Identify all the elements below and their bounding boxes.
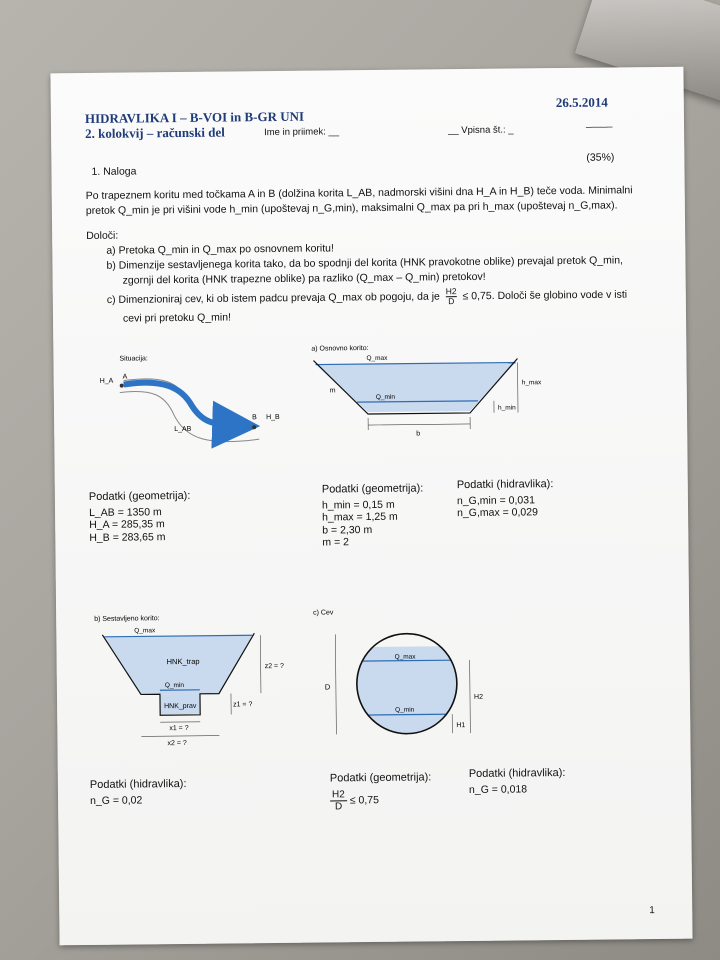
name-label: Ime in priimek: __ — [264, 126, 340, 139]
composite-z1: z1 = ? — [233, 701, 253, 709]
pipe-qmin: Q_min — [395, 706, 415, 714]
composite-hnk-prav: HNK_prav — [164, 702, 197, 711]
exam-date: 26.5.2014 — [555, 94, 608, 111]
pipe-title: c) Cev — [313, 609, 334, 617]
hydraulics-data-2 — [90, 778, 187, 807]
composite-channel-figure — [92, 611, 314, 763]
composite-z2: z2 = ? — [264, 662, 284, 671]
geometry-data-2 — [322, 482, 424, 549]
basic-m: m — [329, 387, 336, 395]
situation-hb: H_B — [266, 413, 280, 422]
geometry-3-title: Podatki (geometrija): — [329, 771, 432, 785]
geometry-1-title: Podatki (geometrija): — [88, 489, 191, 503]
hydraulics-1-line: n_G,max = 0,029 — [457, 506, 538, 520]
c-fraction-num: H2 — [445, 286, 457, 297]
geometry-2-line: h_max = 1,25 m — [322, 510, 398, 524]
exam-sheet — [50, 67, 692, 946]
basic-qmin: Q_min — [375, 393, 396, 401]
hydraulics-2-line: n_G = 0,02 — [90, 793, 143, 807]
basic-hmin: h_min — [497, 404, 516, 412]
task-c-text-a: c) Dimenzioniraj cev, ki ob istem padcu prevaja Q_max ob pogoju, da je — [106, 290, 440, 307]
geometry-2-title: Podatki (geometrija): — [321, 482, 424, 496]
task-b-line-2: zgornji del korita (HNK trapezne oblike) pa razliko (Q_max – Q_min) pretokov! — [122, 270, 486, 287]
hydraulics-1-title: Podatki (hidravlika): — [456, 478, 554, 492]
composite-x1: x1 = ? — [169, 724, 189, 733]
basic-hmax: h_max — [521, 379, 542, 387]
task-weight: (35%) — [586, 151, 615, 164]
hydraulics-1-line: n_G,min = 0,031 — [456, 493, 535, 507]
determine-label: Določi: — [86, 229, 119, 242]
task-c-line-2: cevi pri pretoku Q_min! — [122, 311, 232, 325]
situation-a: A — [122, 373, 128, 381]
task-a: a) Pretoka Q_min in Q_max po osnovnem koritu! — [106, 242, 334, 257]
pipe-qmax: Q_max — [394, 653, 416, 661]
student-id-label: __ Vpisna št.: _ — [448, 124, 514, 137]
basic-title: a) Osnovno korito: — [311, 345, 369, 353]
situation-title: Situacija: — [119, 355, 148, 363]
geometry-2-line: m = 2 — [322, 536, 350, 549]
pipe-figure — [311, 602, 543, 754]
task-number: 1. Naloga — [91, 165, 137, 178]
geometry-3-rel: ≤ 0,75 — [349, 793, 379, 806]
geometry-2-line: b = 2,30 m — [322, 523, 373, 537]
task-c-text-b: ≤ 0,75. Določi še globino vode v isti — [462, 288, 628, 303]
c-fraction-den: D — [448, 296, 455, 307]
course-title: HIDRAVLIKA I – B-VOI in B-GR UNI — [84, 108, 305, 126]
hydraulics-data-3 — [469, 767, 566, 796]
hydraulics-data-1 — [457, 478, 554, 520]
geometry-1-line: H_B = 283,65 m — [89, 530, 166, 544]
basic-water — [316, 362, 516, 412]
hydraulics-2-title: Podatki (hidravlika): — [89, 777, 187, 791]
geometry-3-den: D — [334, 800, 343, 812]
situation-b: B — [252, 414, 257, 422]
composite-x2: x2 = ? — [167, 739, 187, 748]
situation-lab: L_AB — [174, 425, 192, 434]
hydraulics-3-line: n_G = 0,018 — [468, 782, 528, 796]
pipe-d: D — [324, 682, 331, 692]
composite-hnk-trap: HNK_trap — [166, 656, 200, 667]
task-c-line-1 — [107, 285, 627, 309]
pipe-h2: H2 — [473, 693, 483, 701]
page-number: 1 — [649, 905, 655, 917]
composite-qmax: Q_max — [134, 627, 156, 635]
basic-channel-figure — [309, 340, 555, 448]
pipe-h1: H1 — [456, 722, 466, 730]
composite-title: b) Sestavljeno korito: — [94, 615, 160, 623]
composite-qmin: Q_min — [164, 681, 185, 690]
basic-qmax: Q_max — [366, 354, 388, 363]
task-b-line-1: b) Dimenzije sestavljenega korita tako, da bo spodnji del korita (HNK pravokotne oblike) prevajal pretok Q_min, — [106, 254, 624, 272]
geometry-data-1 — [89, 490, 191, 544]
situation-ha: H_A — [99, 377, 114, 385]
geometry-3-num: H2 — [330, 789, 347, 801]
geometry-1-line: L_AB = 1350 m — [88, 505, 162, 519]
situation-figure — [93, 339, 284, 451]
exam-title: 2. kolokvij – računski del — [85, 124, 225, 141]
flow-arrow — [124, 382, 236, 427]
hydraulics-3-title: Podatki (hidravlika): — [468, 766, 566, 780]
date-line: _____ — [585, 117, 613, 129]
geometry-1-line: H_A = 285,35 m — [89, 518, 165, 531]
basic-b: b — [416, 430, 421, 438]
geometry-data-3 — [330, 771, 432, 812]
intro-line-1: Po trapeznem koritu med točkama A in B (dolžina korita L_AB, nadmorski višini dna H_A in H_B) teče voda. Minimalni — [85, 184, 633, 202]
geometry-2-line: h_min = 0,15 m — [321, 498, 395, 512]
intro-line-2: pretok Q_min je pri višini vode h_min (upoštevaj n_G,min), maksimalni Q_max pa pri h_max (upoštevaj n_G,max). — [85, 199, 618, 217]
